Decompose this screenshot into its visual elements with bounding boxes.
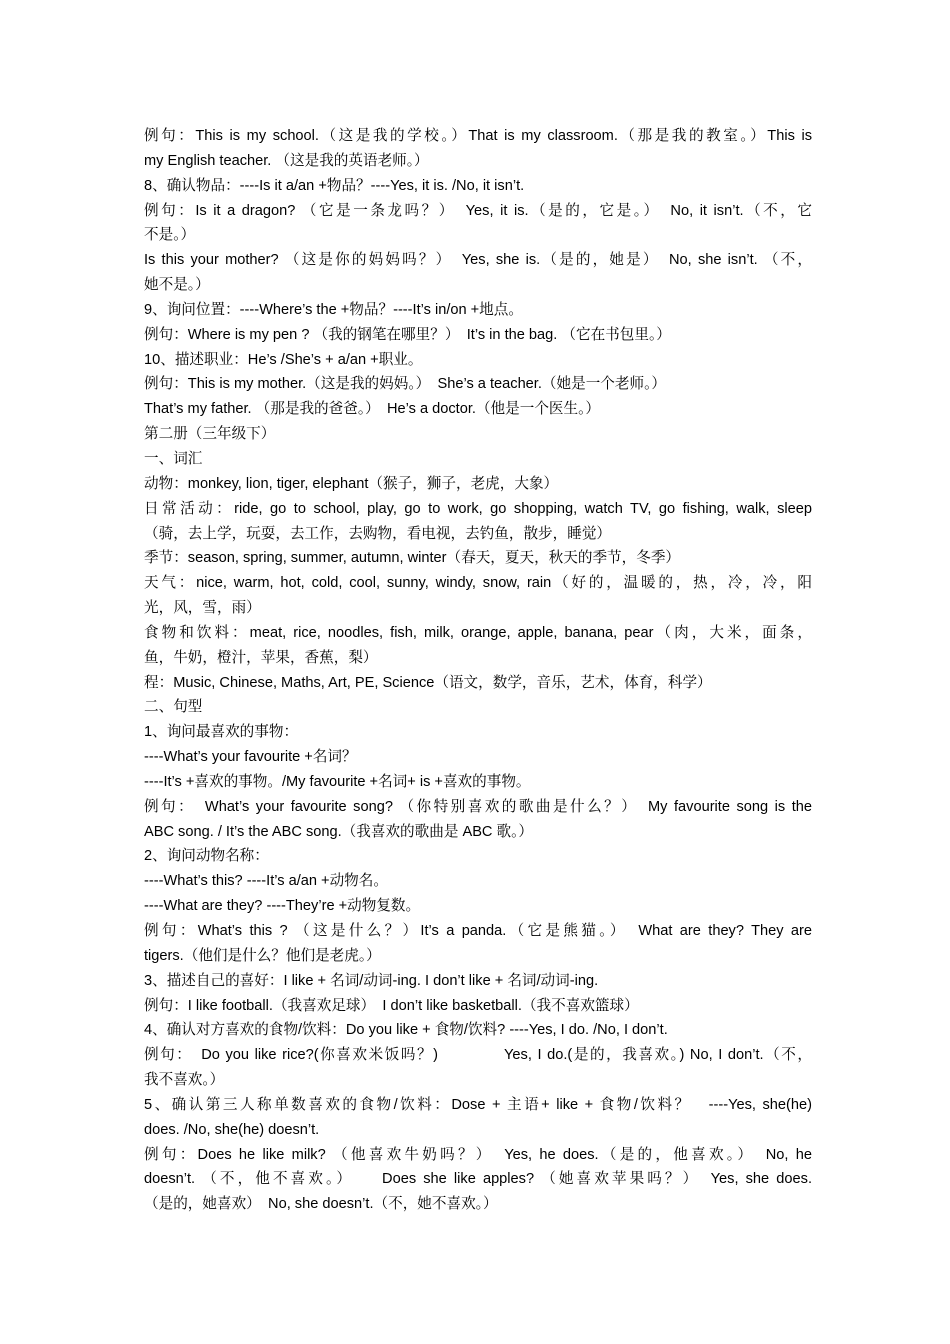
text-line: 1、询问最喜欢的事物：: [144, 724, 299, 741]
text-line: 2、询问动物名称：: [144, 848, 269, 865]
text-line: （是的，她喜欢） No, she doesn’t.（不，她不喜欢。）: [144, 1196, 498, 1213]
text-line: 例句：What’s this ? （这是什么？）It’s a panda.（它是熊猫。） What are they? They are: [144, 923, 812, 939]
text-line: tigers.（他们是什么？他们是老虎。）: [144, 947, 381, 964]
text-line: 例句： What’s your favourite song? （你特别喜欢的歌曲是什么？） My favourite song is the: [144, 798, 812, 815]
text-line: 不是。）: [144, 227, 196, 244]
text-line: 3、描述自己的喜好：I like + 名词/动词-ing. I don’t like + 名词/动词-ing.: [144, 972, 599, 989]
text-line: 季节：season, spring, summer, autumn, winter（春天，夏天，秋天的季节，冬季）: [144, 550, 681, 567]
text-line: （骑，去上学，玩耍，去工作，去购物，看电视，去钓鱼，散步，睡觉）: [144, 525, 612, 542]
text-line: 例句：I like football.（我喜欢足球） I don’t like basketball.（我不喜欢篮球）: [144, 997, 639, 1014]
text-line: 例句：Does he like milk? （他喜欢牛奶吗？） Yes, he does.（是的，他喜欢。） No, he: [144, 1146, 812, 1163]
text-line: ABC song. / It’s the ABC song.（我喜欢的歌曲是 ABC 歌。）: [144, 823, 534, 840]
document-page: [144, 124, 812, 1217]
text-line: 她不是。）: [144, 277, 210, 294]
text-line: 食物和饮料：meat, rice, noodles, fish, milk, orange, apple, banana, pear（肉，大米，面条，: [144, 624, 812, 641]
text-line: 二、句型: [144, 699, 203, 716]
text-line: 日常活动：ride, go to school, play, go to work, go shopping, watch TV, go fishing, walk, sleep: [144, 500, 812, 517]
text-line: 例句：This is my mother.（这是我的妈妈。） She’s a teacher.（她是一个老师。）: [144, 376, 666, 393]
text-line: 例句：Where is my pen ? （我的钢笔在哪里？） It’s in the bag. （它在书包里。）: [144, 326, 671, 343]
text-line: 9、询问位置：----Where’s the +物品？----It’s in/on +地点。: [144, 301, 523, 318]
text-line: my English teacher. （这是我的英语老师。）: [144, 152, 429, 169]
text-line: 5、确认第三人称单数喜欢的食物/饮料：Dose + 主语+ like + 食物/饮料？ ----Yes, she(he): [144, 1096, 812, 1113]
text-line: 例句： Do you like rice?(你喜欢米饭吗？) Yes, I do.(是的，我喜欢。) No, I don’t.（不，: [144, 1047, 812, 1064]
text-line: 天气：nice, warm, hot, cold, cool, sunny, windy, snow, rain（好的，温暖的，热，冷，冷，阳: [144, 575, 812, 592]
text-line: Is this your mother? （这是你的妈妈吗？） Yes, she is.（是的，她是） No, she isn’t. （不，: [144, 252, 812, 269]
text-line: does. /No, she(he) doesn’t.: [144, 1121, 320, 1138]
text-line: 我不喜欢。）: [144, 1072, 225, 1089]
text-line: 例句：Is it a dragon? （它是一条龙吗？） Yes, it is.（是的，它是。） No, it isn’t.（不，它: [144, 202, 812, 219]
text-line: 鱼，牛奶，橙汁，苹果，香蕉，梨）: [144, 649, 378, 666]
text-line: 光，风，雪，雨）: [144, 600, 261, 617]
text-line: That’s my father. （那是我的爸爸。） He’s a doctor.（他是一个医生。）: [144, 401, 601, 418]
text-line: 8、确认物品：----Is it a/an +物品？----Yes, it is. /No, it isn’t.: [144, 177, 525, 194]
text-line: 例句：This is my school.（这是我的学校。）That is my classroom.（那是我的教室。）This is: [144, 128, 812, 144]
text-line: 10、描述职业：He’s /She’s + a/an +职业。: [144, 351, 423, 368]
text-line: doesn’t. （不，他不喜欢。） Does she like apples? （她喜欢苹果吗？） Yes, she does.: [144, 1171, 812, 1188]
text-line: 4、确认对方喜欢的食物/饮料：Do you like + 食物/饮料? ----Yes, I do. /No, I don’t.: [144, 1022, 668, 1039]
text-line: ----What are they? ----They’re +动物复数。: [144, 898, 421, 915]
text-line: ----It’s +喜欢的事物。/My favourite +名词+ is +喜欢的事物。: [144, 773, 531, 790]
text-line: 一、词汇: [144, 450, 203, 467]
text-line: 第二册（三年级下）: [144, 426, 276, 443]
text-line: 程：Music, Chinese, Maths, Art, PE, Science（语文，数学，音乐，艺术，体育，科学）: [144, 674, 712, 691]
text-line: ----What’s your favourite +名词？: [144, 749, 357, 766]
text-line: ----What’s this? ----It’s a/an +动物名。: [144, 873, 388, 890]
text-line: 动物：monkey, lion, tiger, elephant（猴子，狮子，老虎，大象）: [144, 475, 559, 492]
